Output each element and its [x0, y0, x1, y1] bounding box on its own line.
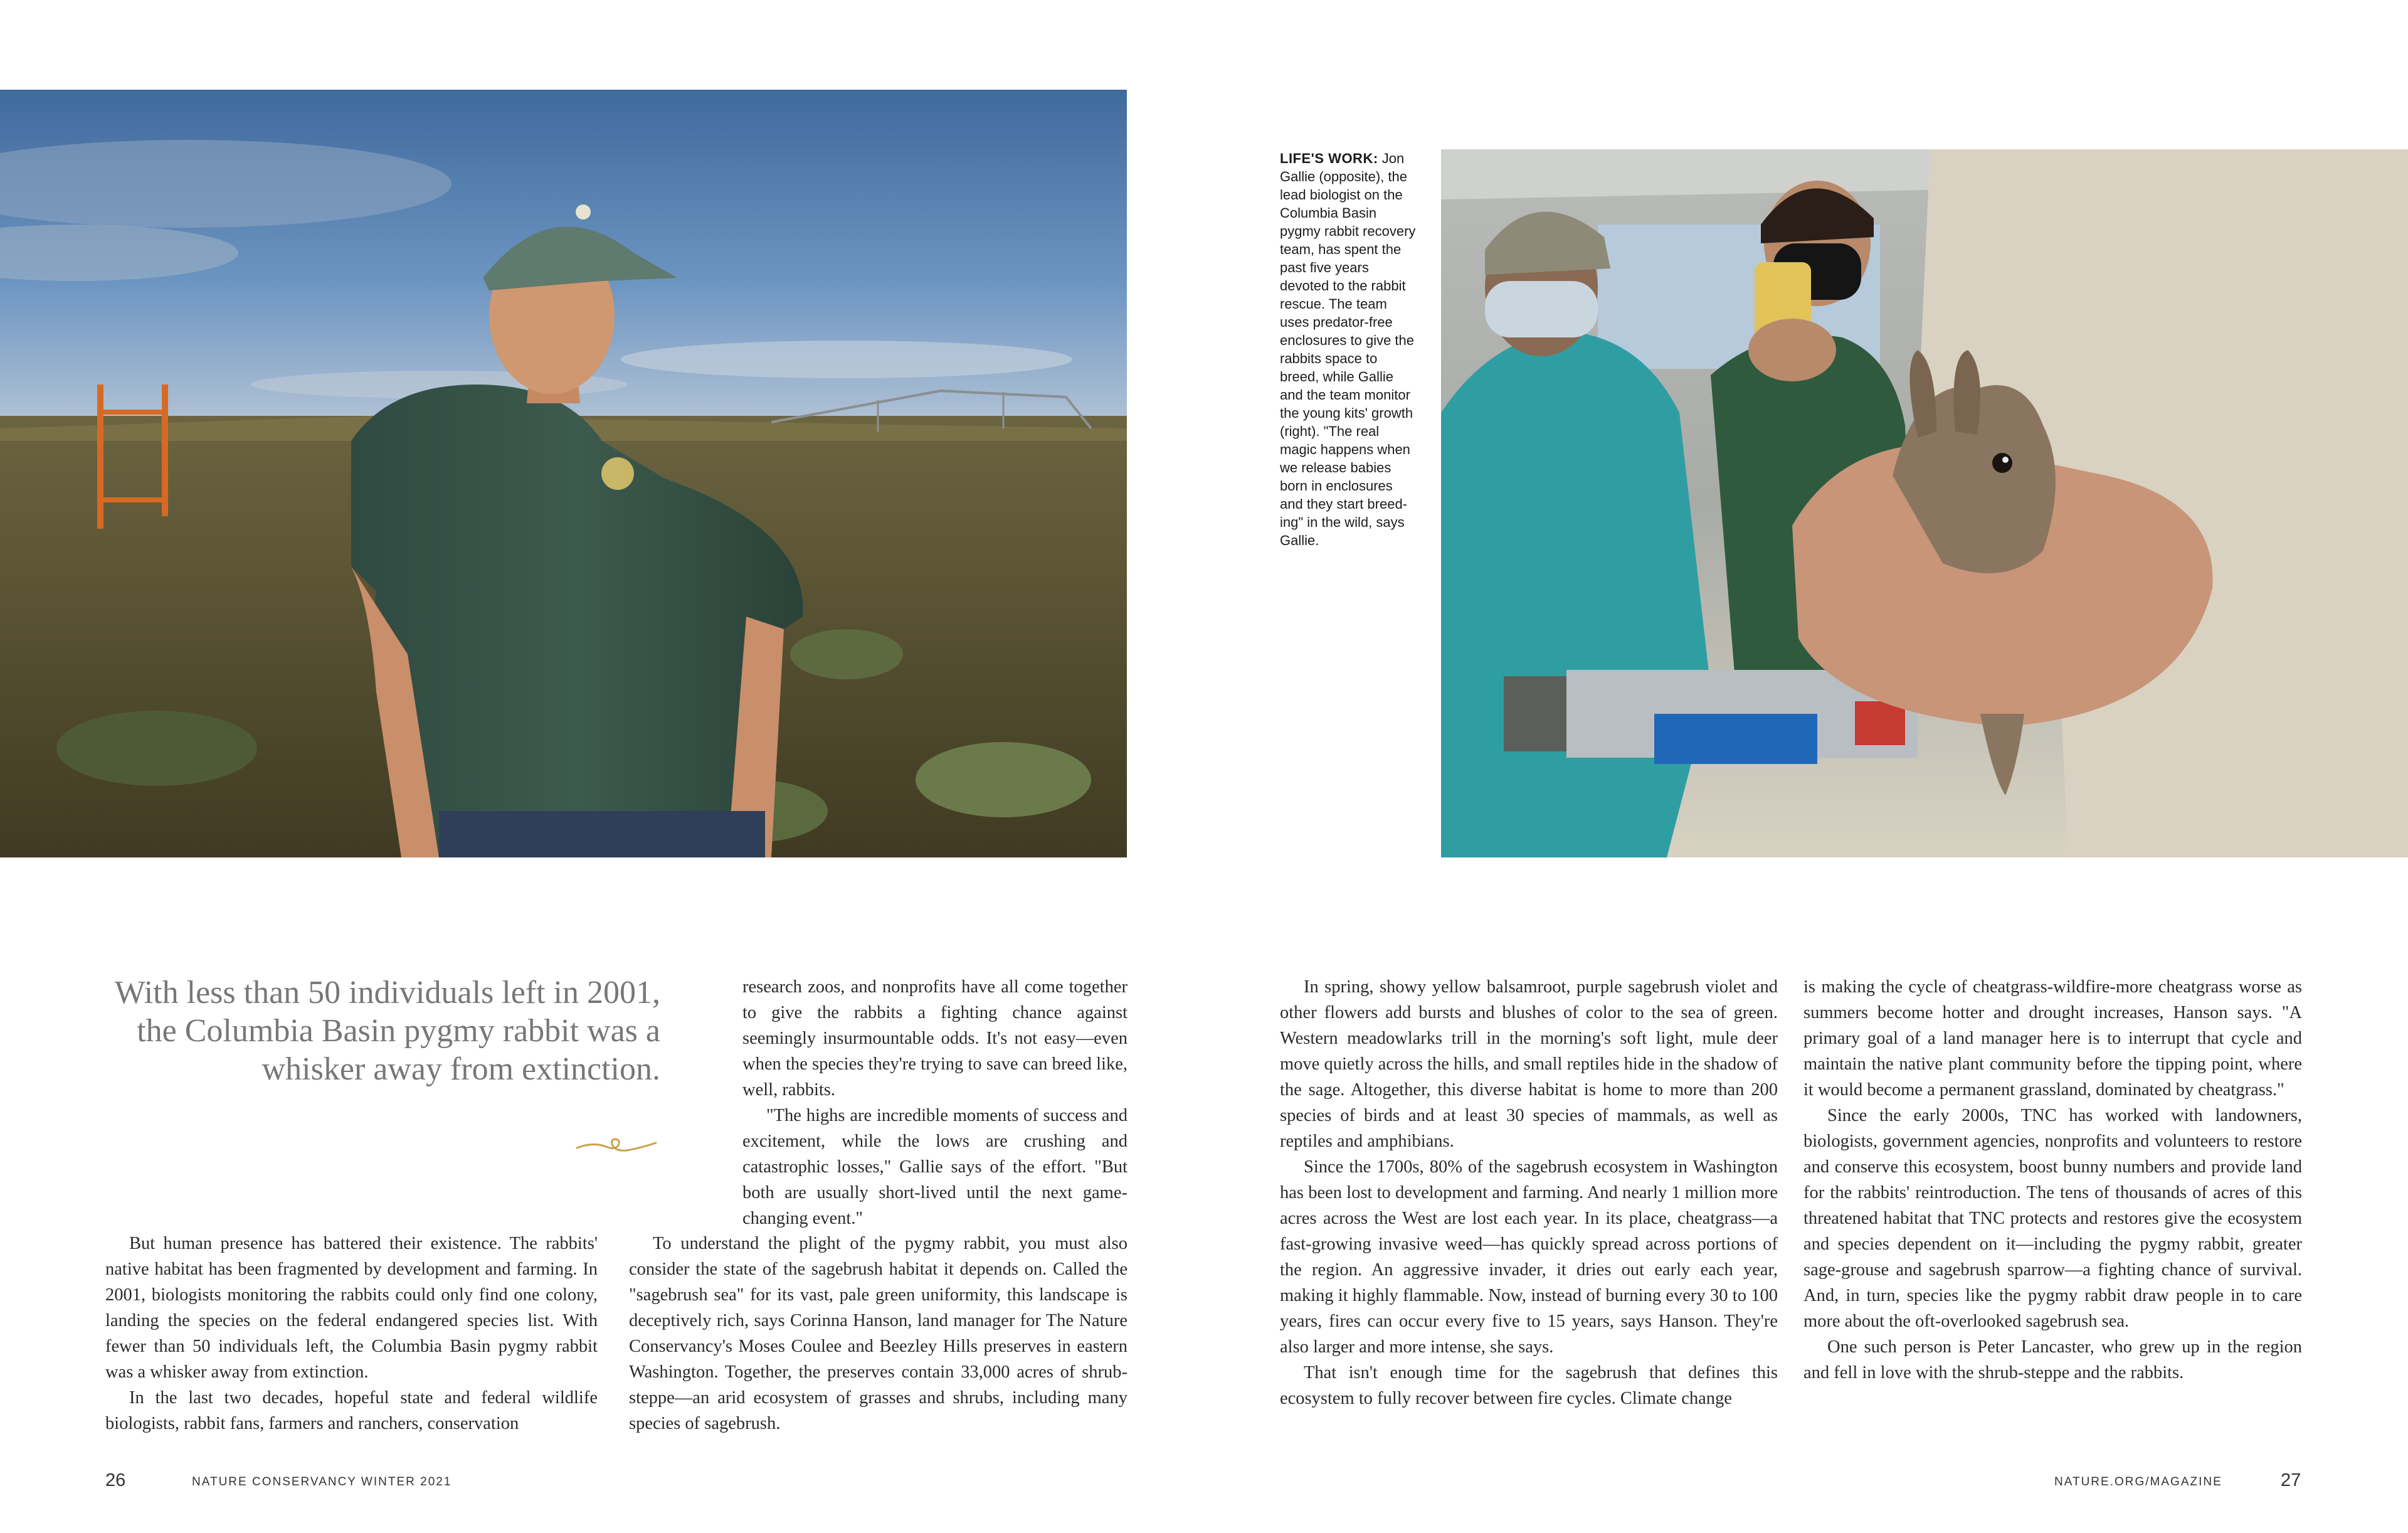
- body-column-2-bottom: [629, 1231, 1127, 1436]
- magazine-issue-label: NATURE CONSERVANCY WINTER 2021: [192, 1475, 452, 1488]
- flourish-ornament: [574, 1134, 659, 1157]
- photo-team-with-baby-rabbit: [1441, 149, 2408, 857]
- paragraph: "The highs are incredible moments of success and excitement, while the lows are crushing and catastrophic losses," Gallie says of the effort. "But both are usually short-lived until the next game-changing event.": [742, 1106, 1127, 1228]
- paragraph: That isn't enough time for the sagebrush that defines this ecosystem to fully recover between fire cycles. Climate change: [1280, 1363, 1778, 1408]
- photo-biologist-in-sagebrush: [0, 90, 1127, 857]
- paragraph: research zoos, and nonprofits have all come together to give the rabbits a fighting chance against seemingly insurmountable odds. It's not easy—even when the species they're trying to save can breed like, well, rabbits.: [742, 977, 1127, 1100]
- paragraph: One such person is Peter Lancaster, who grew up in the region and fell in love with the shrub-steppe and the rabbits.: [1803, 1337, 2302, 1382]
- paragraph: Since the early 2000s, TNC has worked with landowners, biologists, government agencies, nonprofits and volunteers to restore and conserve this ecosystem, boost bunny numbers and provide land for the rabbits' reintroduction. The tens of thousands of acres of this threatened habitat that TNC protects and restores give the ecosystem and species dependent on it—including the pygmy rabbit, greater sage-grouse and sagebrush sparrow—a fighting chance of survival. And, in turn, species like the pygmy rabbit draw people in to care more about the oft-overlooked sagebrush sea.: [1803, 1106, 2302, 1331]
- pull-quote: With less than 50 individuals left in 2001, the Columbia Basin pygmy rabbit was a whisker away from extinction.: [114, 975, 660, 1087]
- caption-lead: LIFE'S WORK:: [1280, 151, 1378, 166]
- paragraph: To understand the plight of the pygmy rabbit, you must also consider the state of the sagebrush habitat it depends on. Called the "sagebrush sea" for its vast, pale green uniformity, this landscape is deceptively rich, says Corinna Hanson, land manager for The Nature Conservancy's Moses Coulee and Beezley Hills preserves in eastern Washington. Together, the preserves contain 33,000 acres of shrub-steppe—an arid ecosystem of grasses and shrubs, including many species of sagebrush.: [629, 1234, 1127, 1433]
- magazine-url-label: NATURE.ORG/MAGAZINE: [2054, 1475, 2222, 1488]
- photo-caption: [1280, 149, 1418, 549]
- paragraph: But human presence has battered their existence. The rabbits' native habitat has been fragmented by development and farming. In 2001, biologists monitoring the rabbits could only find one colony, landing the species on the federal endangered species list. With fewer than 50 individuals left, the Columbia Basin pygmy rabbit was a whisker away from extinction.: [105, 1234, 598, 1382]
- paragraph: In spring, showy yellow balsamroot, purple sagebrush violet and other flowers add bursts and blushes of color to the sea of green. Western meadowlarks trill in the morning's soft light, mule deer move quietly across the hills, and small reptiles hide in the shadow of the sage. Altogether, this diverse habitat is home to more than 200 species of birds and at least 30 species of mammals, as well as reptiles and amphibians.: [1280, 977, 1778, 1151]
- body-column-3: [1280, 974, 1778, 1411]
- paragraph: is making the cycle of cheatgrass-wildfire-more cheatgrass worse as summers become hotter and drought increases, Hanson says. "A primary goal of a land manager here is to interrupt that cycle and maintain the native plant community before the tipping point, where it would become a permanent grassland, dominated by cheatgrass.": [1803, 977, 2302, 1100]
- paragraph: Since the 1700s, 80% of the sagebrush ecosystem in Washington has been lost to development and farming. And nearly 1 million more acres across the West are lost each year. In its place, cheatgrass—a fast-growing invasive weed—has quickly spread across portions of the region. An aggressive invader, it dries out early each year, making it highly flammable. Now, instead of burning every 30 to 100 years, fires can occur every five to 15 years, says Hanson. They're also larger and more intense, she says.: [1280, 1157, 1778, 1357]
- body-column-1: [105, 1231, 598, 1436]
- body-column-2-top: [742, 974, 1127, 1231]
- page-number-right: 27: [2281, 1470, 2301, 1490]
- body-column-4: [1803, 974, 2302, 1386]
- caption-text: Jon Gallie (opposite), the lead biologist on the Columbia Basin pygmy rabbit recovery team, has spent the past five years devoted to the rabbit rescue. The team uses predator-free enclosures to give the rabbits space to breed, while Gallie and the team monitor the young kits' growth (right). "The real magic happens when we release babies born in enclosures and they start breed-ing" in the wild, says Gallie.: [1280, 151, 1416, 548]
- page-number-left: 26: [105, 1470, 126, 1490]
- paragraph: In the last two decades, hopeful state and federal wildlife biologists, rabbit fans, farmers and ranchers, conservation: [105, 1388, 598, 1433]
